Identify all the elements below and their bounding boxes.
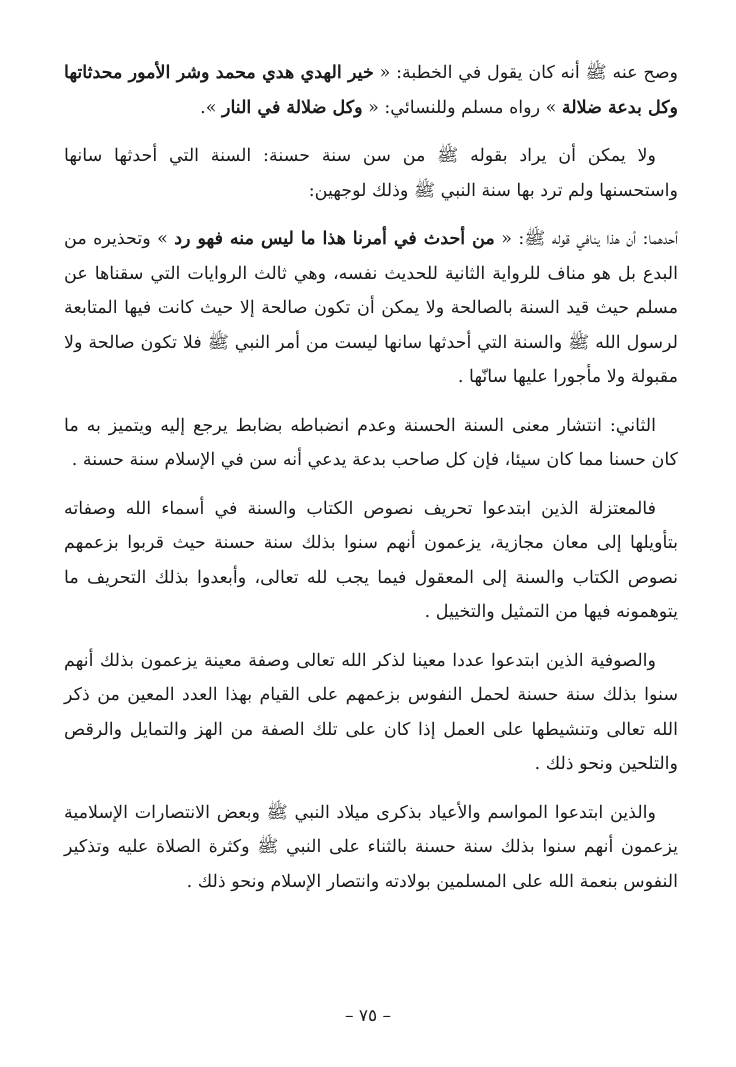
page-number: – ٧٥ – — [344, 1006, 392, 1026]
paragraph-4 — [64, 409, 678, 478]
paragraph-3 — [64, 222, 678, 395]
hadith-quote-2: وكل ضلالة في النار — [222, 97, 363, 118]
paragraph-1-intro: وصح عنه ﷺ أنه كان يقول في الخطبة: « — [373, 63, 679, 83]
paragraph-7-text: والذين ابتدعوا المواسم والأعياد بذكرى ميلاد النبي ﷺ وبعض الانتصارات الإسلامية يزعمون أنهم سنوا بذلك سنة حسنة بالثناء على النبي ﷺ وكثرة الصلاة عليه وتذكير النفوس بنعمة الله على المسلمين بولادته وانتصار الإسلام ونحو ذلك . — [64, 802, 678, 892]
paragraph-1-close: ». — [200, 97, 223, 118]
paragraph-6 — [64, 644, 678, 782]
paragraph-3-rest: » وتحذيره من البدع بل هو مناف للرواية الثانية للحديث نفسه، وهي ثالث الروايات التي سقناها عن مسلم حيث قيد السنة بالصالحة ولا يمكن أن تكون صالحة إلا حيث كانت فيها المتابعة لرسول الله ﷺ والسنة التي أحدثها سانها ليست من أمر النبي ﷺ فلا تكون صالحة ولا مقبولة ولا مأجورا عليها سانّها . — [64, 229, 678, 387]
paragraph-7 — [64, 796, 678, 900]
page-body — [64, 56, 678, 913]
paragraph-1 — [64, 56, 678, 125]
paragraph-2 — [64, 139, 678, 208]
hadith-quote-1: خير الهدي هدي محمد وشر الأمور محدثاتها وكل بدعة ضلالة — [64, 63, 678, 118]
hadith-quote-3: من أحدث في أمرنا هذا ما ليس منه فهو رد — [174, 229, 495, 249]
paragraph-5 — [64, 492, 678, 630]
paragraph-3-intro: أحدهما: أن هذا ينافي قوله ﷺ: « — [494, 229, 678, 249]
paragraph-6-text: والصوفية الذين ابتدعوا عددا معينا لذكر الله تعالى وصفة معينة يزعمون بذلك أنهم سنوا بذلك سنة حسنة لحمل النفوس بزعمهم على القيام بهذا العدد المعين من ذكر الله تعالى وتنشيطها على العمل إذا كان على تلك الصفة من الهز والتمايل والرقص والتلحين ونحو ذلك . — [64, 650, 678, 774]
paragraph-4-text: الثاني: انتشار معنى السنة الحسنة وعدم انضباطه بضابط يرجع إليه ويتميز به ما كان حسنا مما كان سيئا، فإن كل صاحب بدعة يدعي أنه سن في الإسلام سنة حسنة . — [64, 415, 678, 470]
paragraph-5-text: فالمعتزلة الذين ابتدعوا تحريف نصوص الكتاب والسنة في أسماء الله وصفاته بتأويلها إلى معان مجازية، يزعمون أنهم سنوا بذلك سنة حسنة حيث قربوا بزعمهم نصوص الكتاب والسنة إلى المعقول فيما يجب لله تعالى، وأبعدوا بذلك التحريف ما يتوهمونه فيها من التمثيل والتخييل . — [64, 498, 678, 622]
paragraph-1-source: » رواه مسلم وللنسائي: « — [362, 97, 562, 118]
paragraph-2-text: ولا يمكن أن يراد بقوله ﷺ من سن سنة حسنة: السنة التي أحدثها سانها واستحسنها ولم ترد بها سنة النبي ﷺ وذلك لوجهين: — [64, 146, 678, 201]
